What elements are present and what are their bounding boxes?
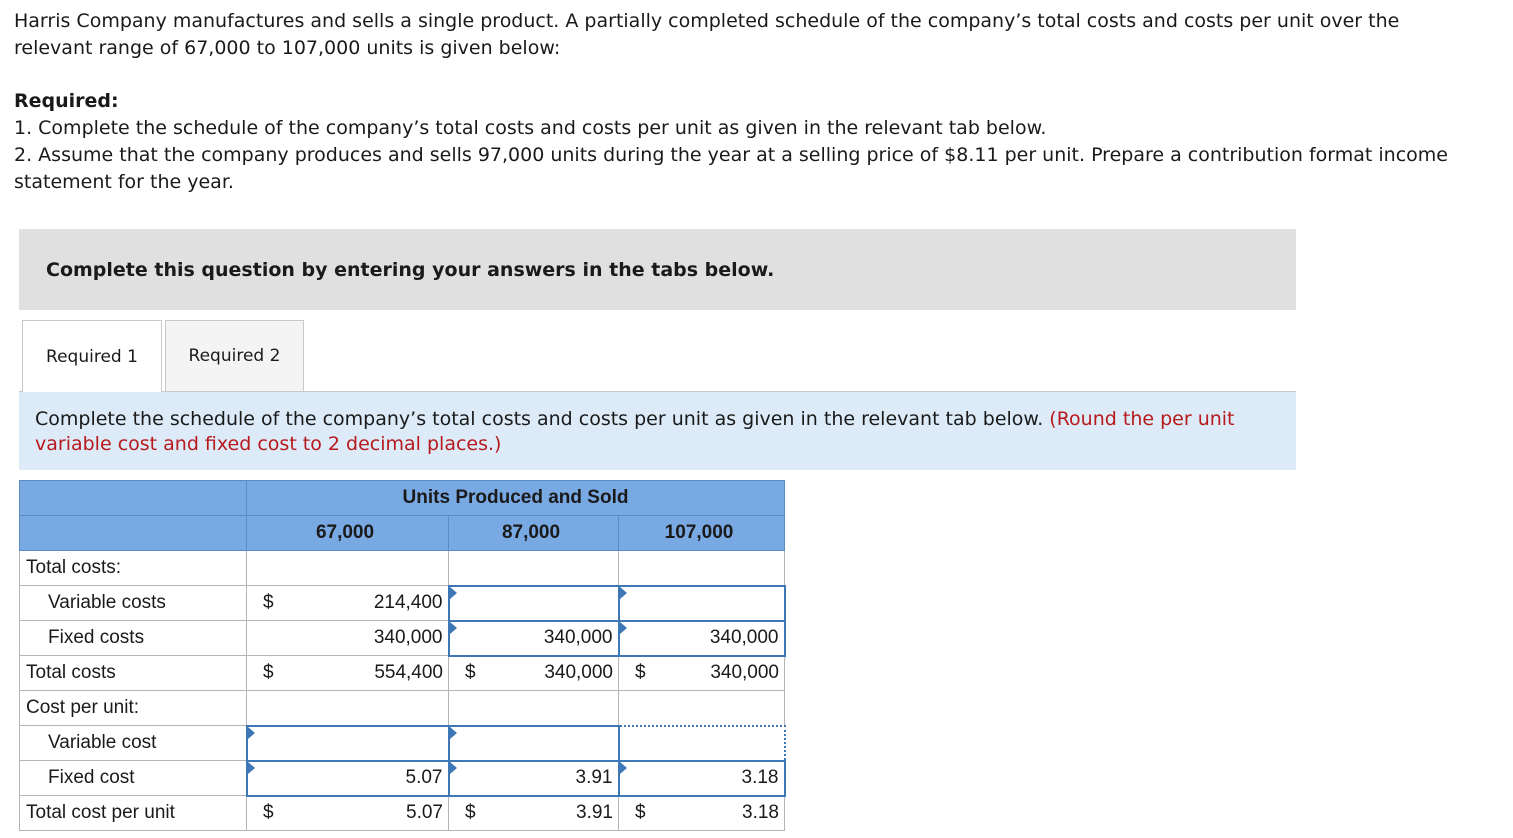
variable-cost-67000-input[interactable] [247, 726, 449, 761]
table-row-fixed-costs [20, 621, 785, 656]
row-label: Total cost per unit [20, 796, 247, 831]
total-cost-per-unit-87000: 3.91 [576, 802, 613, 824]
input-marker-icon [450, 762, 457, 774]
table-row [20, 691, 785, 726]
section-label-total-costs: Total costs: [20, 551, 247, 586]
tab-label: Required 2 [188, 346, 281, 366]
rounding-note: (Round the per unit variable cost and fixed cost to 2 decimal places.) [35, 408, 1235, 455]
input-marker-icon [248, 727, 255, 739]
row-label: Variable cost [20, 726, 247, 761]
input-marker-icon [450, 727, 457, 739]
cost-schedule-table [19, 480, 786, 831]
value-cell [247, 796, 449, 831]
value-cell [449, 656, 619, 691]
dollar-sign: $ [263, 662, 274, 683]
instruction-banner [19, 229, 1296, 310]
column-header-87000: 87,000 [449, 516, 619, 551]
table-row [20, 551, 785, 586]
column-header-67000: 67,000 [247, 516, 449, 551]
fixed-costs-107000-input[interactable]: 340,000 [619, 621, 785, 656]
row-label: Total costs [20, 656, 247, 691]
header-blank [20, 481, 247, 516]
dollar-sign: $ [263, 802, 274, 824]
input-marker-icon [248, 762, 255, 774]
dollar-sign: $ [635, 662, 646, 684]
total-costs-107000: 340,000 [710, 662, 779, 684]
problem-intro [14, 8, 1454, 62]
variable-cost-107000-input[interactable] [619, 726, 785, 761]
column-header-107000: 107,000 [619, 516, 785, 551]
variable-costs-87000-input[interactable] [449, 586, 619, 621]
table-row-total-costs [20, 656, 785, 691]
input-marker-icon [620, 762, 627, 774]
tab-bar [19, 320, 1296, 392]
fixed-costs-87000-input[interactable]: 340,000 [449, 621, 619, 656]
value-cell [247, 656, 449, 691]
banner-text: Complete this question by entering your answers in the tabs below. [46, 258, 775, 281]
tab-instruction [19, 392, 1296, 470]
total-costs-67000: 554,400 [374, 662, 443, 683]
tab-required-1[interactable] [22, 320, 162, 392]
required-section [14, 88, 1454, 196]
row-label: Fixed cost [20, 761, 247, 796]
dollar-sign: $ [263, 592, 274, 613]
dollar-sign: $ [465, 662, 476, 684]
variable-costs-67000: 214,400 [373, 592, 443, 613]
fixed-cost-87000-input[interactable]: 3.91 [449, 761, 619, 796]
variable-costs-107000-input[interactable] [619, 586, 785, 621]
fixed-costs-67000: 340,000 [247, 621, 449, 656]
value-cell [247, 586, 449, 621]
table-row-fixed-cost [20, 761, 785, 796]
fixed-cost-107000-input[interactable]: 3.18 [619, 761, 785, 796]
row-label: Variable costs [20, 586, 247, 621]
group-header: Units Produced and Sold [247, 481, 785, 516]
total-cost-per-unit-107000: 3.18 [742, 802, 779, 824]
input-marker-icon [450, 622, 457, 634]
fixed-cost-67000-input[interactable]: 5.07 [247, 761, 449, 796]
table-row-variable-cost [20, 726, 785, 761]
header-row-group [20, 481, 785, 516]
intro-text: Harris Company manufactures and sells a single product. A partially completed schedule of the company’s total costs and costs per unit over the relevant range of 67,000 to 107,000 units is given below: [14, 10, 1400, 59]
required-item-2: 2. Assume that the company produces and sells 97,000 units during the year at a selling price of $8.11 per unit. Prepare a contribution format income statement for the year. [14, 144, 1448, 193]
value-cell [619, 796, 785, 831]
row-label: Fixed costs [20, 621, 247, 656]
value-cell [619, 656, 785, 691]
required-item-1: 1. Complete the schedule of the company’s total costs and costs per unit as given in the relevant tab below. [14, 117, 1047, 139]
instruction-text: Complete the schedule of the company’s total costs and costs per unit as given in the relevant tab below. [35, 408, 1044, 430]
table-row-variable-costs [20, 586, 785, 621]
variable-cost-87000-input[interactable] [449, 726, 619, 761]
total-costs-87000: 340,000 [544, 662, 613, 684]
tab-label: Required 1 [46, 346, 138, 367]
input-marker-icon [450, 587, 457, 599]
total-cost-per-unit-67000: 5.07 [406, 802, 443, 824]
table-row-total-cost-per-unit [20, 796, 785, 831]
section-label-cost-per-unit: Cost per unit: [20, 691, 247, 726]
header-blank [20, 516, 247, 551]
value-cell [449, 796, 619, 831]
dollar-sign: $ [635, 802, 646, 824]
tab-required-2[interactable] [165, 320, 304, 391]
header-row-units [20, 516, 785, 551]
input-marker-icon [620, 622, 627, 634]
dollar-sign: $ [465, 802, 476, 824]
input-marker-icon [620, 587, 627, 599]
required-heading: Required: [14, 90, 119, 112]
